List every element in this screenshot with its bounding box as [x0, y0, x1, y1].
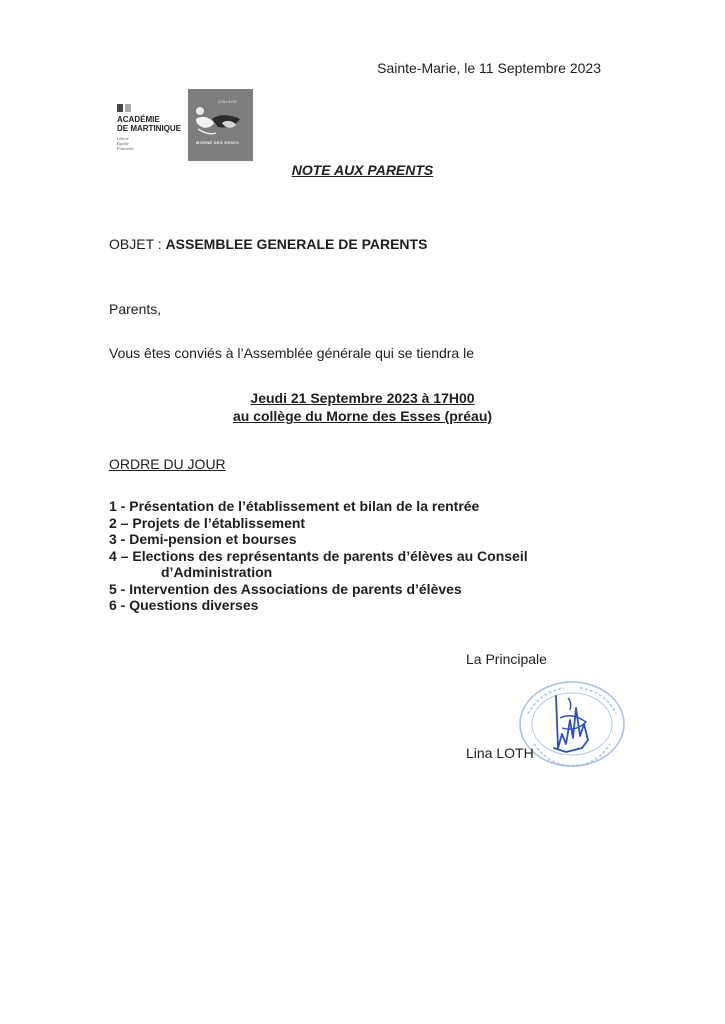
subject-label: OBJET : [109, 236, 166, 252]
academie-logo [117, 104, 187, 151]
agenda-item-2: 2 – Projets de l’établissement [109, 514, 306, 531]
event-location: au collège du Morne des Esses (préau) [232, 408, 493, 424]
signer-role: La Principale [466, 651, 547, 667]
subject-line [109, 236, 427, 252]
subject-value: ASSEMBLEE GENERALE DE PARENTS [165, 236, 428, 252]
academie-name-line2: DE MARTINIQUE [117, 124, 181, 133]
motto-fraternite: Fraternité [117, 146, 134, 151]
signer-name: Lina LOTH [466, 745, 534, 761]
marianne-flag-icon [117, 104, 187, 112]
motto-liberte: Liberté [117, 136, 129, 141]
agenda-heading: ORDRE DU JOUR [109, 456, 226, 472]
agenda-item-5: 5 - Intervention des Associations de parents d’élèves [109, 580, 462, 597]
college-logo [188, 89, 253, 161]
agenda-item-1: 1 - Présentation de l’établissement et bilan de la rentrée [109, 498, 480, 514]
agenda-list [109, 498, 528, 614]
college-logo-bottom-text: MORNE DES ESSES [196, 140, 240, 145]
note-title: NOTE AUX PARENTS [291, 162, 434, 178]
agenda-item-6: 6 - Questions diverses [109, 597, 259, 613]
motto-egalite: Égalité [117, 141, 129, 146]
document-date: Sainte-Marie, le 11 Septembre 2023 [377, 60, 601, 76]
greeting: Parents, [109, 301, 162, 317]
agenda-item-3: 3 - Demi-pension et bourses [109, 531, 297, 547]
event-details [0, 389, 725, 425]
official-stamp-signature-icon [510, 678, 630, 778]
agenda-item-4-continued: d’Administration [161, 564, 273, 580]
agenda-item-4: 4 – Elections des représentants de parents d’élèves au Conseil [109, 547, 528, 564]
college-logo-top-text: COLLEGE [218, 99, 237, 104]
academie-motto [117, 136, 187, 151]
event-date: Jeudi 21 Septembre 2023 à 17H00 [250, 390, 475, 406]
academie-name-line1: ACADÉMIE [117, 115, 160, 124]
intro-text: Vous êtes conviés à l’Assemblée générale qui se tiendra le [109, 345, 474, 361]
